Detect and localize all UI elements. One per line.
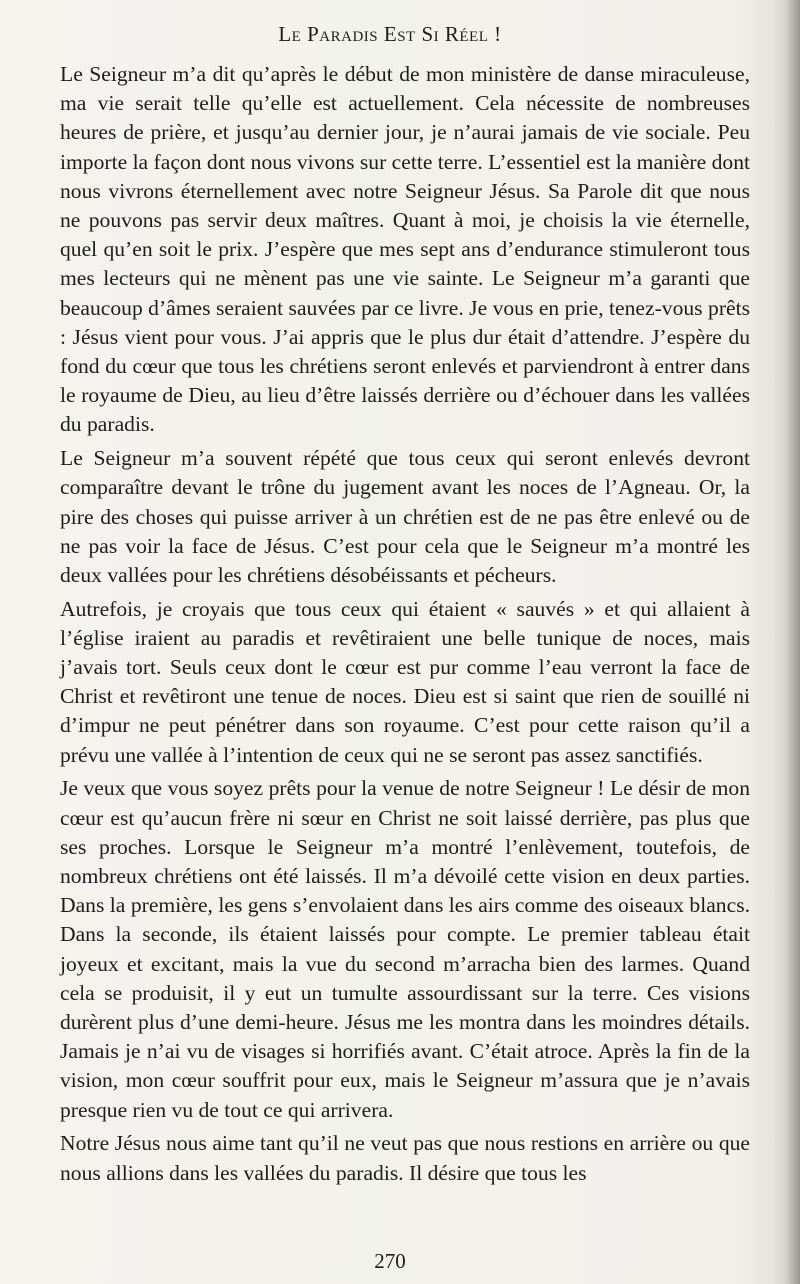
body-text xyxy=(60,60,750,1188)
paragraph: Notre Jésus nous aime tant qu’il ne veut pas que nous restions en arrière ou que nous allions dans les vallées du paradis. Il désire que tous les xyxy=(60,1131,750,1185)
running-head: Le Paradis Est Si Réel ! xyxy=(278,22,502,46)
page-number: 270 xyxy=(374,1249,406,1273)
page-gutter-shadow xyxy=(774,0,800,1284)
paragraph: Le Seigneur m’a souvent répété que tous ceux qui seront enlevés devront comparaître devant le trône du jugement avant les noces de l’Agneau. Or, la pire des choses qui puisse arriver à un chrétien est de ne pas être enlevé ou de ne pas voir la face de Jésus. C’est pour cela que le Seigneur m’a montré les deux vallées pour les chrétiens désobéissants et pécheurs. xyxy=(60,446,750,587)
paragraph: Je veux que vous soyez prêts pour la venue de notre Seigneur ! Le désir de mon cœur est qu’aucun frère ni sœur en Christ ne soit laissé derrière, pas plus que ses proches. Lorsque le Seigneur m’a montré l’enlèvement, toutefois, de nombreux chrétiens ont été laissés. Il m’a dévoilé cette vision en deux parties. Dans la première, les gens s’envolaient dans les airs comme des oiseaux blancs. Dans la seconde, ils étaient laissés pour compte. Le premier tableau était joyeux et excitant, mais la vue du second m’arracha bien des larmes. Quand cela se produisit, il y eut un tumulte assourdissant sur la terre. Ces visions durèrent plus d’une demi-heure. Jésus me les montra dans les moindres détails. Jamais je n’ai vu de visages si horrifiés avant. C’était atroce. Après la fin de la vision, mon cœur souffrit pour eux, mais le Seigneur m’assura que je n’avais presque rien vu de tout ce qui arrivera. xyxy=(60,776,750,1122)
paragraph: Autrefois, je croyais que tous ceux qui étaient « sauvés » et qui allaient à l’église iraient au paradis et revêtiraient une belle tunique de noces, mais j’avais tort. Seuls ceux dont le cœur est pur comme l’eau verront la face de Christ et revêtiront une tenue de noces. Dieu est si saint que rien de souillé ni d’impur ne peut pénétrer dans son royaume. C’est pour cette raison qu’il a prévu une vallée à l’intention de ceux qui ne se seront pas assez sanctifiés. xyxy=(60,596,750,767)
paragraph: Le Seigneur m’a dit qu’après le début de mon ministère de danse miraculeuse, ma vie serait telle qu’elle est actuellement. Cela nécessite de nombreuses heures de prière, et jusqu’au dernier jour, je n’aurai jamais de vie sociale. Peu importe la façon dont nous vivons sur cette terre. L’essentiel est la manière dont nous vivrons éternellement avec notre Seigneur Jésus. Sa Parole dit que nous ne pouvons pas servir deux maîtres. Quant à moi, je choisis la vie éternelle, quel qu’en soit le prix. J’espère que mes sept ans d’endurance stimuleront tous mes lecteurs qui ne mènent pas une vie sainte. Le Seigneur m’a garanti que beaucoup d’âmes seraient sauvées par ce livre. Je vous en prie, tenez-vous prêts : Jésus vient pour vous. J’ai appris que le plus dur était d’attendre. J’espère du fond du cœur que tous les chrétiens seront enlevés et parviendront à entrer dans le royaume de Dieu, au lieu d’être laissés derrière ou d’échouer dans les vallées du paradis. xyxy=(60,62,750,437)
